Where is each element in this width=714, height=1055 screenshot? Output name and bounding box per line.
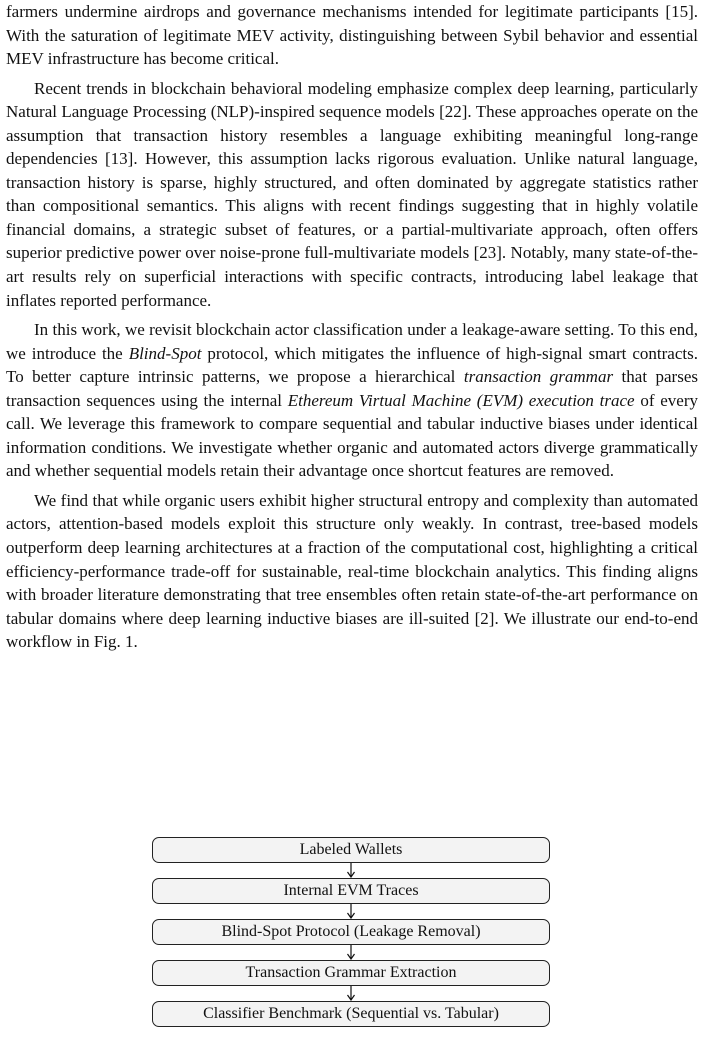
text-run: In this work, we revisit blockchain actor classification under a leakage-aware setting. To this end, we introduce the <box>6 320 698 363</box>
paragraph-2 <box>6 77 698 312</box>
body-text <box>6 0 698 660</box>
down-arrow-icon <box>150 986 552 1001</box>
workflow-step-grammar-extraction: Transaction Grammar Extraction <box>152 960 550 986</box>
text-run: Recent trends in blockchain behavioral modeling emphasize complex deep learning, particularly Natural Language Processing (NLP)-inspired sequence models [22]. These approaches operate on the assumption that transaction history resembles a language exhibiting meaningful long-range dependencies [13]. However, this assumption lacks rigorous evaluation. Unlike natural language, transaction history is sparse, highly structured, and often dominated by aggregate statistics rather than compositional semantics. This aligns with recent findings suggesting that in highly volatile financial domains, a strategic subset of features, or a partial-multivariate approach, often offers superior predictive power over noise-prone full-multivariate models [23]. Notably, many state-of-the-art results rely on superficial interactions with specific contracts, introducing label leakage that inflates reported performance. <box>6 78 698 310</box>
text-run: protocol, which mitigates the influence of high-signal smart contracts. To better capture intrinsic patterns, we propose a hierarchical <box>6 343 698 387</box>
paragraph-1 <box>6 0 698 71</box>
emphasized-term: Blind-Spot <box>128 343 202 363</box>
workflow-step-blind-spot: Blind-Spot Protocol (Leakage Removal) <box>152 919 550 945</box>
text-run: of every call. We leverage this framework to compare sequential and tabular inductive biases under identical information conditions. We investigate whether organic and automated actors diverge grammatically and whether sequential models retain their advantage once shortcut features are removed. <box>6 390 698 481</box>
text-run: We find that while organic users exhibit higher structural entropy and complexity than automated actors, attention-based models exploit this structure only weakly. In contrast, tree-based models outperform deep learning architectures at a fraction of the computational cost, highlighting a critical efficiency-performance trade-off for sustainable, real-time blockchain analytics. This finding aligns with broader literature demonstrating that tree ensembles often retain state-of-the-art performance on tabular domains where deep learning inductive biases are ill-suited [2]. We illustrate our end-to-end workflow in Fig. 1. <box>6 490 698 652</box>
paragraph-3 <box>6 318 698 483</box>
paragraph-4 <box>6 489 698 654</box>
down-arrow-icon <box>150 904 552 919</box>
down-arrow-icon <box>150 863 552 878</box>
down-arrow-icon <box>150 945 552 960</box>
emphasized-term: transaction grammar <box>463 367 614 387</box>
workflow-step-classifier-benchmark: Classifier Benchmark (Sequential vs. Tabular) <box>152 1001 550 1027</box>
workflow-step-labeled-wallets: Labeled Wallets <box>152 837 550 863</box>
workflow-step-evm-traces: Internal EVM Traces <box>152 878 550 904</box>
emphasized-term: Ethereum Virtual Machine (EVM) execution trace <box>287 390 635 410</box>
text-run: that parses transaction sequences using the internal <box>6 367 698 410</box>
text-run: farmers undermine airdrops and governance mechanisms intended for legitimate participants [15]. With the saturation of legitimate MEV activity, distinguishing between Sybil behavior and essential MEV infrastructure has become critical. <box>6 2 698 69</box>
workflow-diagram <box>150 837 552 1027</box>
